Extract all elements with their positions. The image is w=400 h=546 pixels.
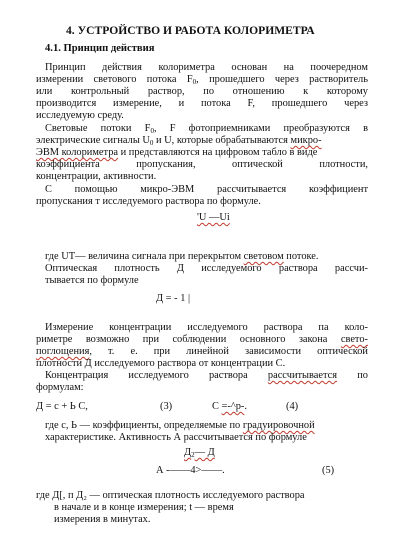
formula-number: (3) — [160, 401, 173, 412]
text-line: Оптическая плотность Д исследуемого раствора рассчи- — [45, 263, 368, 274]
text-line: Принцип действия колориметра основан на поочередном — [45, 62, 368, 73]
text-line: коэффициента пропускания, оптической плотности, — [36, 159, 368, 170]
formula-concentration: С =-^р-. — [212, 401, 247, 412]
formula-number: (5) — [322, 465, 335, 476]
formula-main: А -——4>——. — [156, 465, 225, 476]
text-line: тывается по формуле — [45, 275, 139, 286]
text-line: концентрации, активности. — [36, 171, 157, 182]
page-heading: 4. УСТРОЙСТВО И РАБОТА КОЛОРИМЕТРА — [66, 24, 315, 37]
section-subheading: 4.1. Принцип действия — [45, 43, 155, 54]
text-line: Световые потоки $F_0$, F фотоприемниками преобразуются в — [45, 123, 368, 135]
text-line: где Д[, п Д₂ — оптическая плотность исследуемого раствора — [36, 490, 305, 501]
text-line: поглощения, т. е. при линейной зависимости оптической — [36, 346, 368, 357]
text-line: где UT— величина сигнала при перекрытом световом потоке. — [45, 251, 319, 262]
text-line: измерении светового потока $F_0$, прошедшего через растворитель — [36, 74, 368, 86]
formula-optical-density: Д = - 1 | — [156, 293, 191, 304]
text-line: ЭВМ колориметра и представляются на цифровом табло в виде — [36, 147, 318, 158]
text-line: в начале и в конце измерения; t — время — [54, 502, 234, 513]
formula-numerator: $Д_2—$ Д — [184, 447, 215, 459]
text-line: формулам: — [36, 382, 84, 393]
formula-transmittance: 'U —Ui — [197, 212, 230, 223]
text-line: где с, Ь — коэффициенты, определяемые по градуировочной — [45, 420, 315, 431]
text-line: С помощью микро-ЭВМ рассчитывается коэффициент — [45, 184, 368, 195]
text-line: риметре возможно при соблюдении основного закона свето- — [36, 334, 368, 345]
formula-linear: Д = с + Ь С, — [36, 401, 88, 412]
text-line: характеристике. Активность А рассчитывается по формуле — [45, 432, 307, 443]
text-line: плотности Д исследуемого раствора от концентрации С. — [36, 358, 286, 369]
text-line: или контрольный раствор, по отношению к которому — [36, 86, 368, 97]
text-line: исследуемую среду. — [36, 110, 124, 121]
text-line: электрические сигналы $U_0$ и U, которые обрабатываются микро- — [36, 135, 322, 147]
text-line: измерения в минутах. — [54, 514, 151, 525]
text-line: Измерение концентрации исследуемого раствора па коло- — [45, 322, 368, 333]
text-line: пропускания т исследуемого раствора по формуле. — [36, 196, 261, 207]
formula-number: (4) — [286, 401, 299, 412]
text-line: производится измерение, и потока F, прошедшего через — [36, 98, 368, 109]
text-line: Концентрация исследуемого раствора рассчитывается по — [45, 370, 368, 381]
